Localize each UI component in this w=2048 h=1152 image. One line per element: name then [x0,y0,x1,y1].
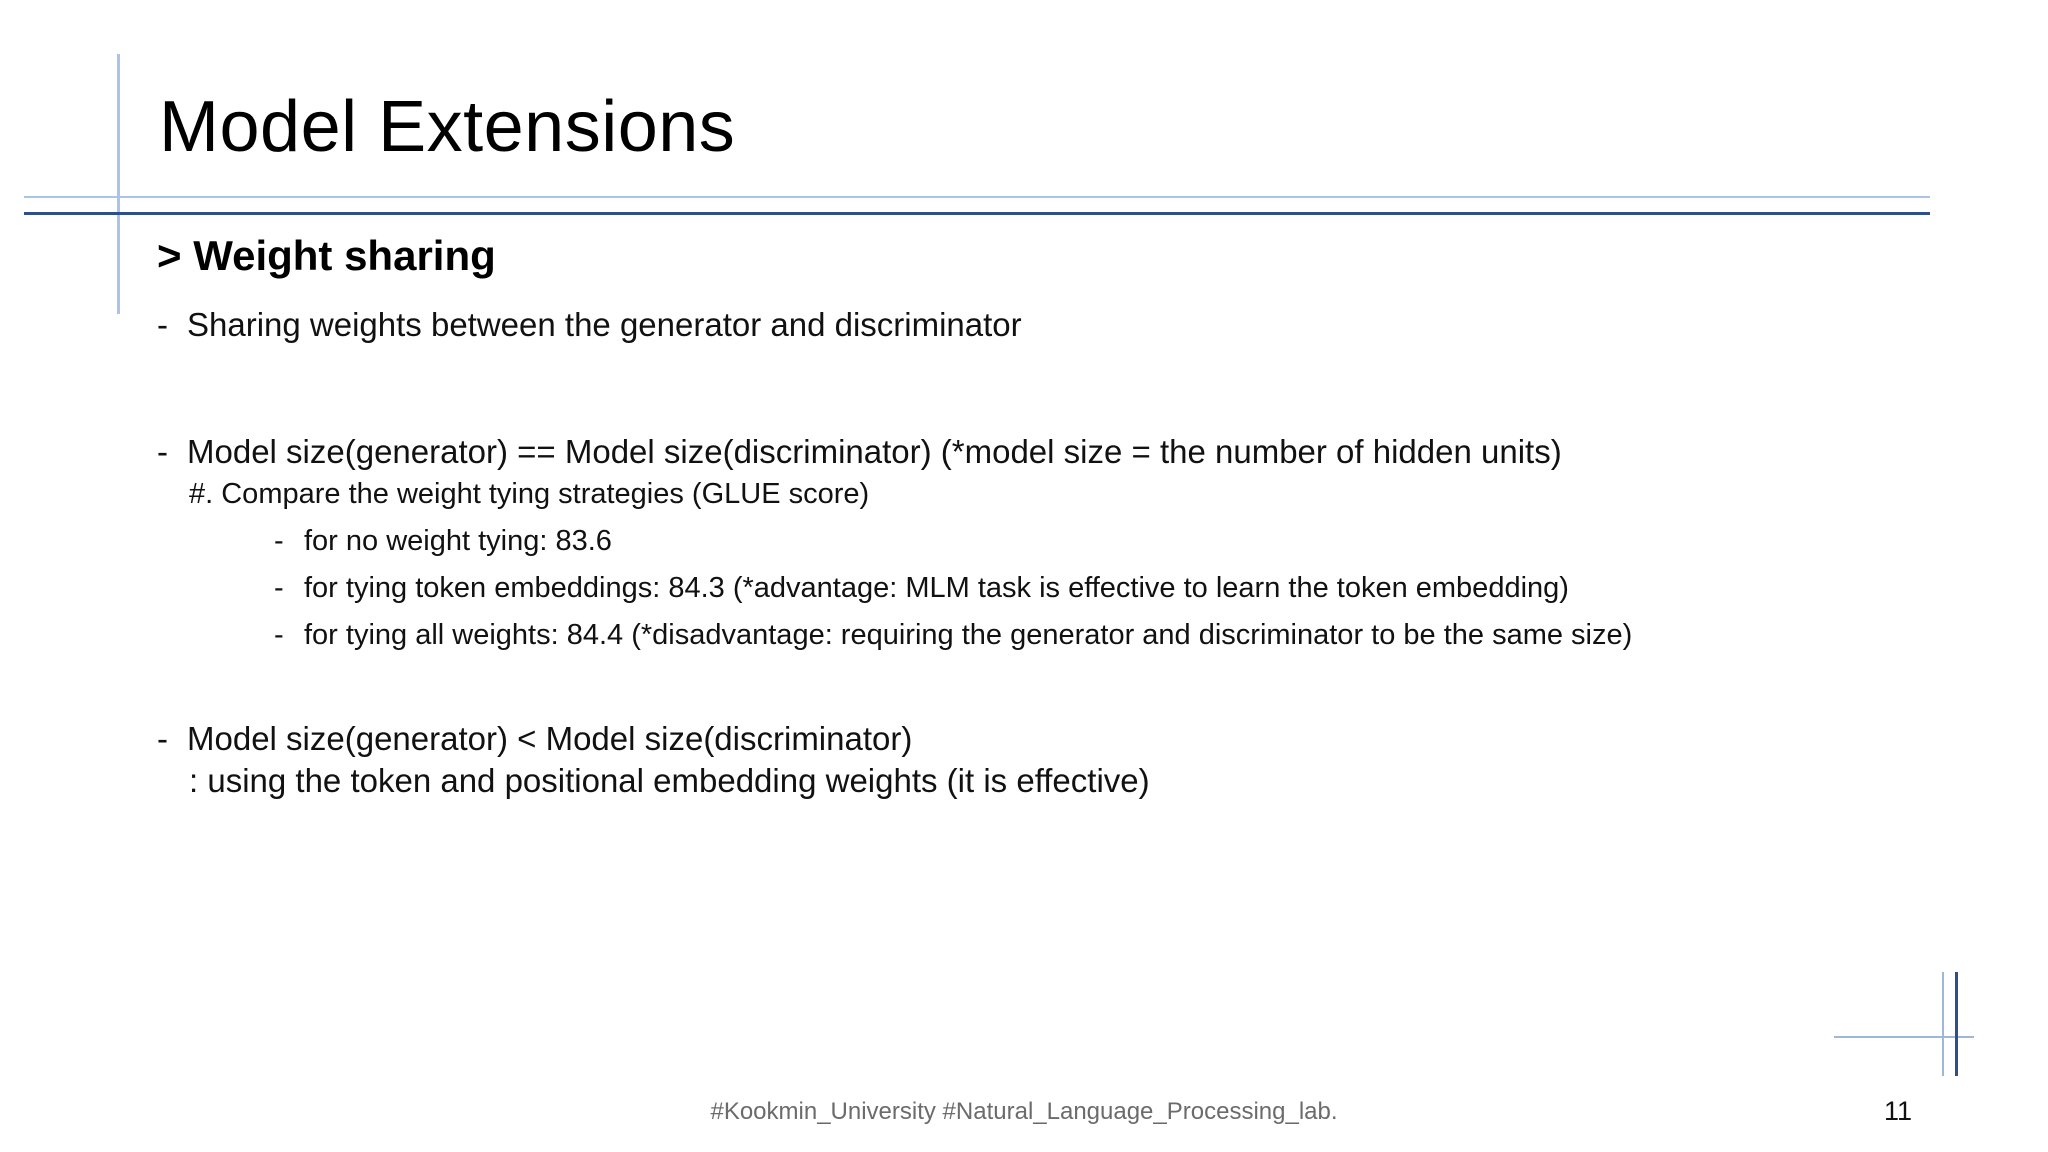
bullet-dash: - [274,619,284,651]
decorative-horizontal-line-light [24,196,1930,198]
bullet-text: for tying all weights: 84.4 (*disadvantage: requiring the generator and discriminator to be the same size) [304,619,1633,651]
bullet-text: Sharing weights between the generator and discriminator [187,306,1022,343]
bullet-sharing-weights [157,306,1022,344]
bullet-dash: - [274,525,284,557]
bullet-text: Model size(generator) < Model size(discriminator) [187,720,913,757]
embedding-note: : using the token and positional embedding weights (it is effective) [189,762,1150,799]
bullet-dash: - [157,433,168,470]
bullet-equal-model-size [157,433,1562,471]
section-heading: > Weight sharing [157,232,496,279]
footer-text: #Kookmin_University #Natural_Language_Processing_lab. [710,1098,1338,1125]
decorative-corner-horizontal-line [1834,1036,1974,1038]
bullet-smaller-generator [157,720,912,758]
bullet-dash: - [274,572,284,604]
bullet-text: for no weight tying: 83.6 [304,525,612,557]
page-number: 11 [1884,1096,1913,1126]
sub-bullet-all-weights [274,619,1632,652]
decorative-horizontal-line-dark [24,212,1930,215]
sub-bullet-no-tying [274,525,612,558]
bullet-text: Model size(generator) == Model size(discriminator) (*model size = the number of hidden units) [187,433,1562,470]
bullet-text: for tying token embeddings: 84.3 (*advantage: MLM task is effective to learn the token embedding) [304,572,1569,604]
slide-title: Model Extensions [159,87,736,167]
compare-note: #. Compare the weight tying strategies (GLUE score) [189,478,870,510]
bullet-dash: - [157,720,168,757]
decorative-corner-vertical-line-light [1942,972,1944,1076]
decorative-corner-vertical-line-dark [1955,972,1958,1076]
bullet-dash: - [157,306,168,343]
sub-bullet-token-embeddings [274,572,1569,605]
decorative-vertical-line [117,54,120,314]
